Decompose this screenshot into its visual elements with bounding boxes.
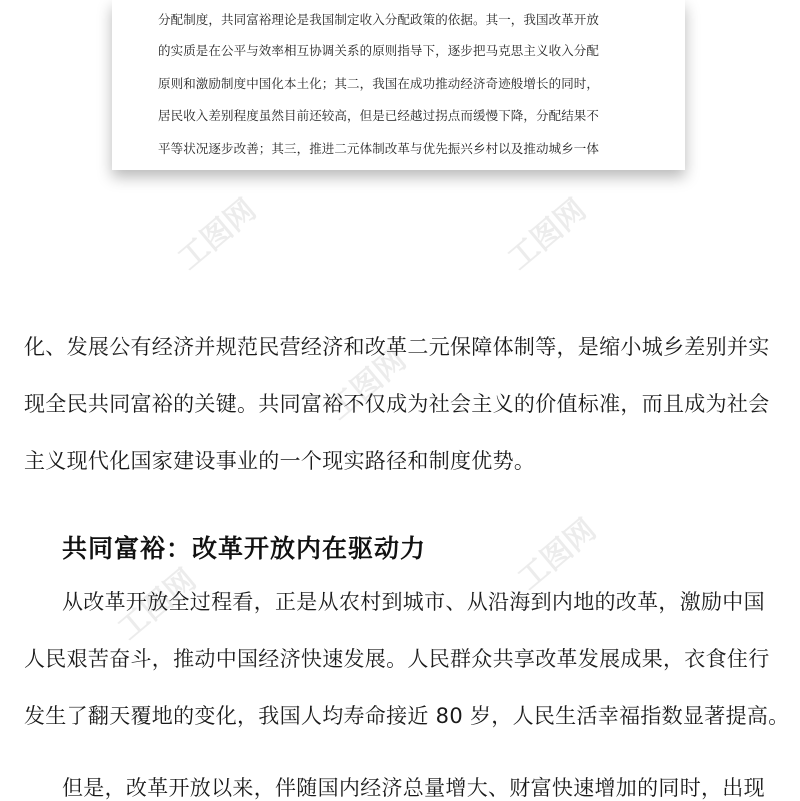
- paragraph-line: 但是，改革开放以来，伴随国内经济总量增大、财富快速增加的同时，出现: [62, 776, 765, 800]
- paragraph-line: 发生了翻天覆地的变化，我国人均寿命接近 80 岁，人民生活幸福指数显著提高。: [24, 704, 790, 728]
- watermark: 工图网: [321, 342, 413, 428]
- section-heading: 共同富裕：改革开放内在驱动力: [62, 533, 427, 563]
- watermark: 工图网: [501, 192, 593, 278]
- paragraph-line: 从改革开放全过程看，正是从农村到城市、从沿海到内地的改革，激励中国: [62, 590, 765, 614]
- watermark: 工图网: [171, 192, 263, 278]
- paragraph-line: 人民艰苦奋斗，推动中国经济快速发展。人民群众共享改革发展成果，衣食住行: [24, 647, 770, 671]
- paragraph-line: 现全民共同富裕的关键。共同富裕不仅成为社会主义的价值标准，而且成为社会: [24, 392, 770, 416]
- card-text-line: 平等状况逐步改善；其三，推进二元体制改革与优先振兴乡村以及推动城乡一体: [158, 141, 600, 156]
- card-text-line: 原则和激励制度中国化本土化；其二，我国在成功推动经济奇迹般增长的同时，: [158, 76, 600, 91]
- watermark: 工图网: [511, 512, 603, 598]
- card-text-line: 的实质是在公平与效率相互协调关系的原则指导下，逐步把马克思主义收入分配: [158, 43, 600, 58]
- paragraph-line: 化、发展公有经济并规范民营经济和改革二元保障体制等，是缩小城乡差别并实: [24, 335, 770, 359]
- card-text-line: 分配制度，共同富裕理论是我国制定收入分配政策的依据。其一，我国改革开放: [158, 12, 600, 27]
- paragraph-line: 主义现代化国家建设事业的一个现实路径和制度优势。: [24, 449, 536, 473]
- card-text-line: 居民收入差别程度虽然目前还较高，但是已经越过拐点而缓慢下降，分配结果不: [158, 108, 600, 123]
- watermark: 工图网: [111, 562, 203, 648]
- quoted-document-card: [112, 0, 685, 170]
